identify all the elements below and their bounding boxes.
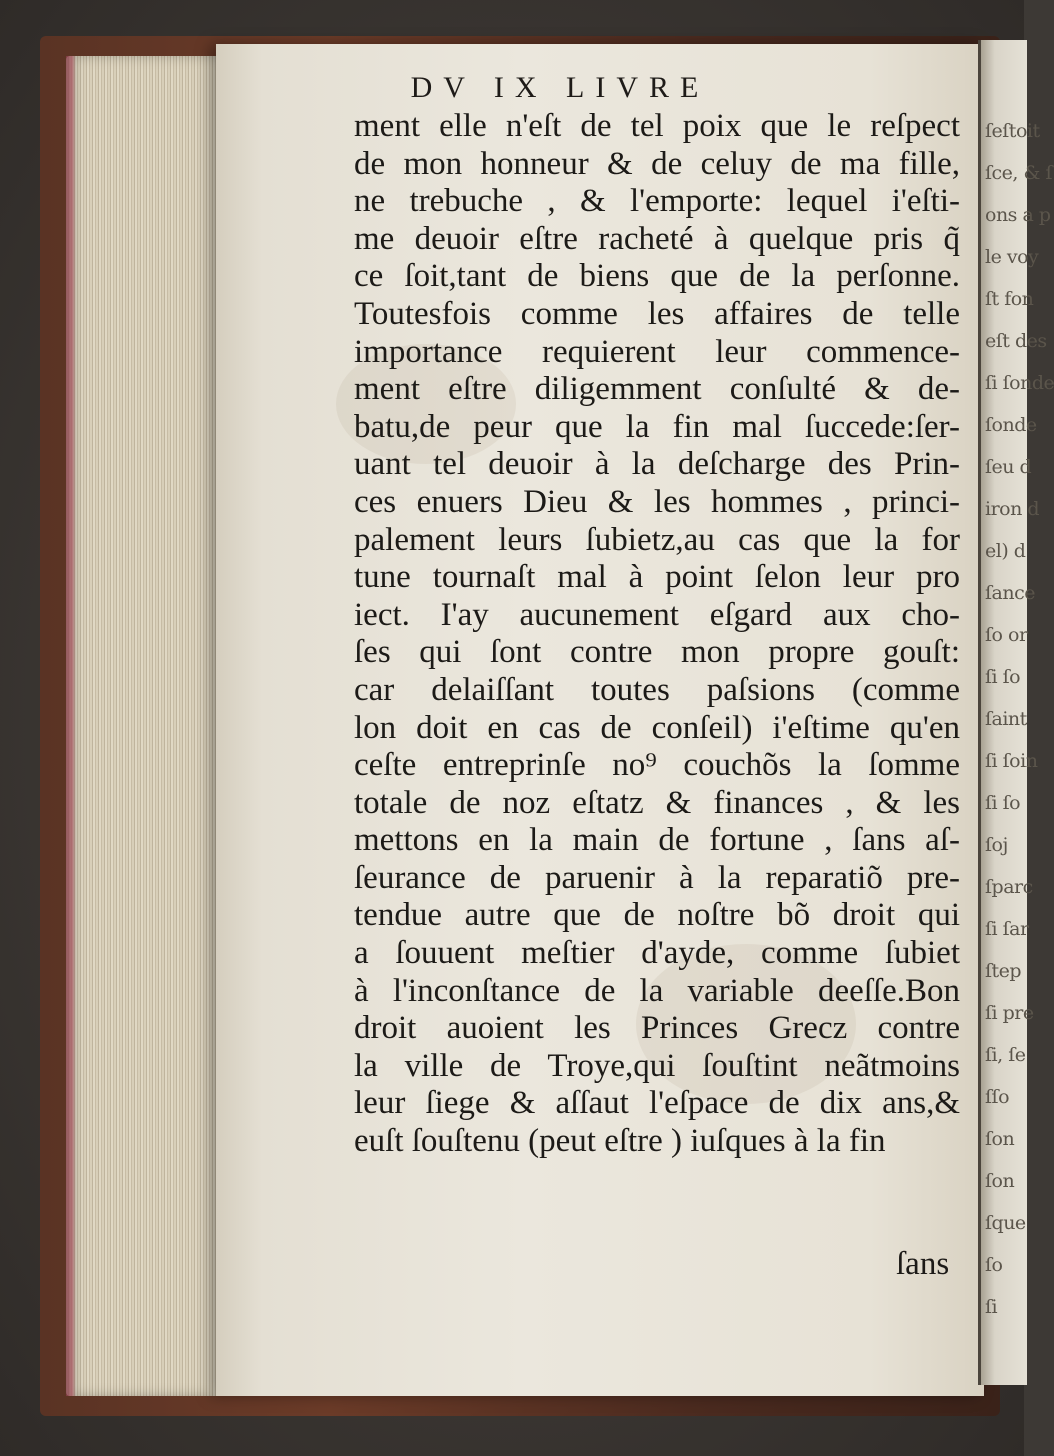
text-line: ment eſtre diligemment conſulté & de- [354, 371, 960, 408]
facing-page-fragment: ſi ſonde [985, 372, 1054, 394]
facing-page-fragment: ſparc [985, 876, 1033, 898]
text-line: car delaiſſant toutes paſsions (comme [354, 671, 960, 708]
text-line: de mon honneur & de celuy de ma fille, [354, 145, 960, 182]
facing-page-fragment: ſque [985, 1212, 1026, 1234]
text-line: la ville de Troye,qui ſouſtint neãtmoins [354, 1047, 960, 1084]
text-line: ceſte entreprinſe no⁹ couchõs la ſomme [354, 747, 960, 784]
text-line: ces enuers Dieu & les hommes , princi- [354, 483, 960, 520]
text-line: totale de noz eſtatz & finances , & les [354, 784, 960, 821]
facing-page-fragment: ſaint [985, 708, 1027, 730]
facing-page-fragment: ſi ſo [985, 666, 1021, 688]
text-line: uant tel deuoir à la deſcharge des Prin- [354, 446, 960, 483]
facing-page-fragment: iron d [985, 498, 1040, 520]
page-edges [66, 56, 218, 1396]
running-head: DV IX LIVRE [410, 71, 710, 104]
text-line: me deuoir eſtre racheté à quelque pris q̃ [354, 220, 960, 257]
facing-page-fragment: ſſo [985, 1086, 1010, 1108]
facing-page-fragment: ſt fon [985, 288, 1034, 310]
text-line: palement leurs ſubietz,au cas que la for [354, 521, 960, 558]
facing-page-fragment: eſt des [985, 330, 1047, 352]
text-line: leur ſiege & aſſaut l'eſpace de dix ans,& [354, 1085, 960, 1122]
text-line: ce ſoit,tant de biens que de la perſonne. [354, 258, 960, 295]
text-line: à l'inconſtance de la variable deeſſe.Bon [354, 972, 960, 1009]
text-block [354, 108, 960, 1161]
text-line: Toutesfois comme les affaires de telle [354, 295, 960, 332]
text-line: tendue autre que de noſtre bõ droit qui [354, 897, 960, 934]
facing-page-fragment: ſtep [985, 960, 1022, 982]
facing-page-fragment: ſon [985, 1170, 1015, 1192]
facing-page-fragment: ſce, & ſ [985, 162, 1052, 184]
facing-page-fragment: ſoj [985, 834, 1008, 856]
text-line: euſt ſouſtenu (peut eſtre ) iuſques à la fin [354, 1123, 886, 1160]
text-line: batu,de peur que la fin mal ſuccede:ſer- [354, 408, 960, 445]
facing-page-fragment: ſi ſoin [985, 750, 1038, 772]
text-line: ment elle n'eſt de tel poix que le reſpect [354, 108, 960, 144]
text-line: lon doit en cas de conſeil) i'eſtime qu'en [354, 709, 960, 746]
facing-page-fragment: el) d [985, 540, 1026, 562]
facing-page-fragment: ſi ſo [985, 792, 1021, 814]
facing-page-fragment: ſo or [985, 624, 1028, 646]
text-line: ſeurance de paruenir à la reparatiõ pre- [354, 859, 960, 896]
facing-page-fragment: le voy [985, 246, 1039, 268]
text-line: importance requierent leur commence- [354, 333, 960, 370]
facing-page-fragment: ſi, ſe [985, 1044, 1026, 1066]
text-line: a ſouuent meſtier d'ayde, comme ſubiet [354, 935, 960, 972]
text-line: tune tournaſt mal à point ſelon leur pro [354, 559, 960, 596]
facing-page-fragment: ſi [985, 1296, 998, 1318]
facing-page-fragment: ons a p [985, 204, 1051, 226]
facing-page-fragment: ſi ſar [985, 918, 1029, 940]
text-line: droit auoient les Princes Grecz contre [354, 1010, 960, 1047]
facing-page-fragment: ſo [985, 1254, 1003, 1276]
facing-page-fragment: ſance [985, 582, 1035, 604]
facing-page-fragment: ſon [985, 1128, 1015, 1150]
facing-page-fragment: ſi pre [985, 1002, 1034, 1024]
catchword: ſans [896, 1246, 950, 1282]
text-line: iect. I'ay aucunement eſgard aux cho- [354, 596, 960, 633]
facing-page-fragment: ſonde [985, 414, 1037, 436]
text-line: ſes qui ſont contre mon propre gouſt: [354, 634, 960, 671]
facing-page-fragment: ſeſtoit [985, 120, 1040, 142]
facing-page-edge [978, 40, 1054, 1385]
facing-page-fragment: ſeu d [985, 456, 1032, 478]
text-line: ne trebuche , & l'emporte: lequel i'eſti- [354, 183, 960, 220]
text-line: mettons en la main de fortune , ſans aſ- [354, 822, 960, 859]
